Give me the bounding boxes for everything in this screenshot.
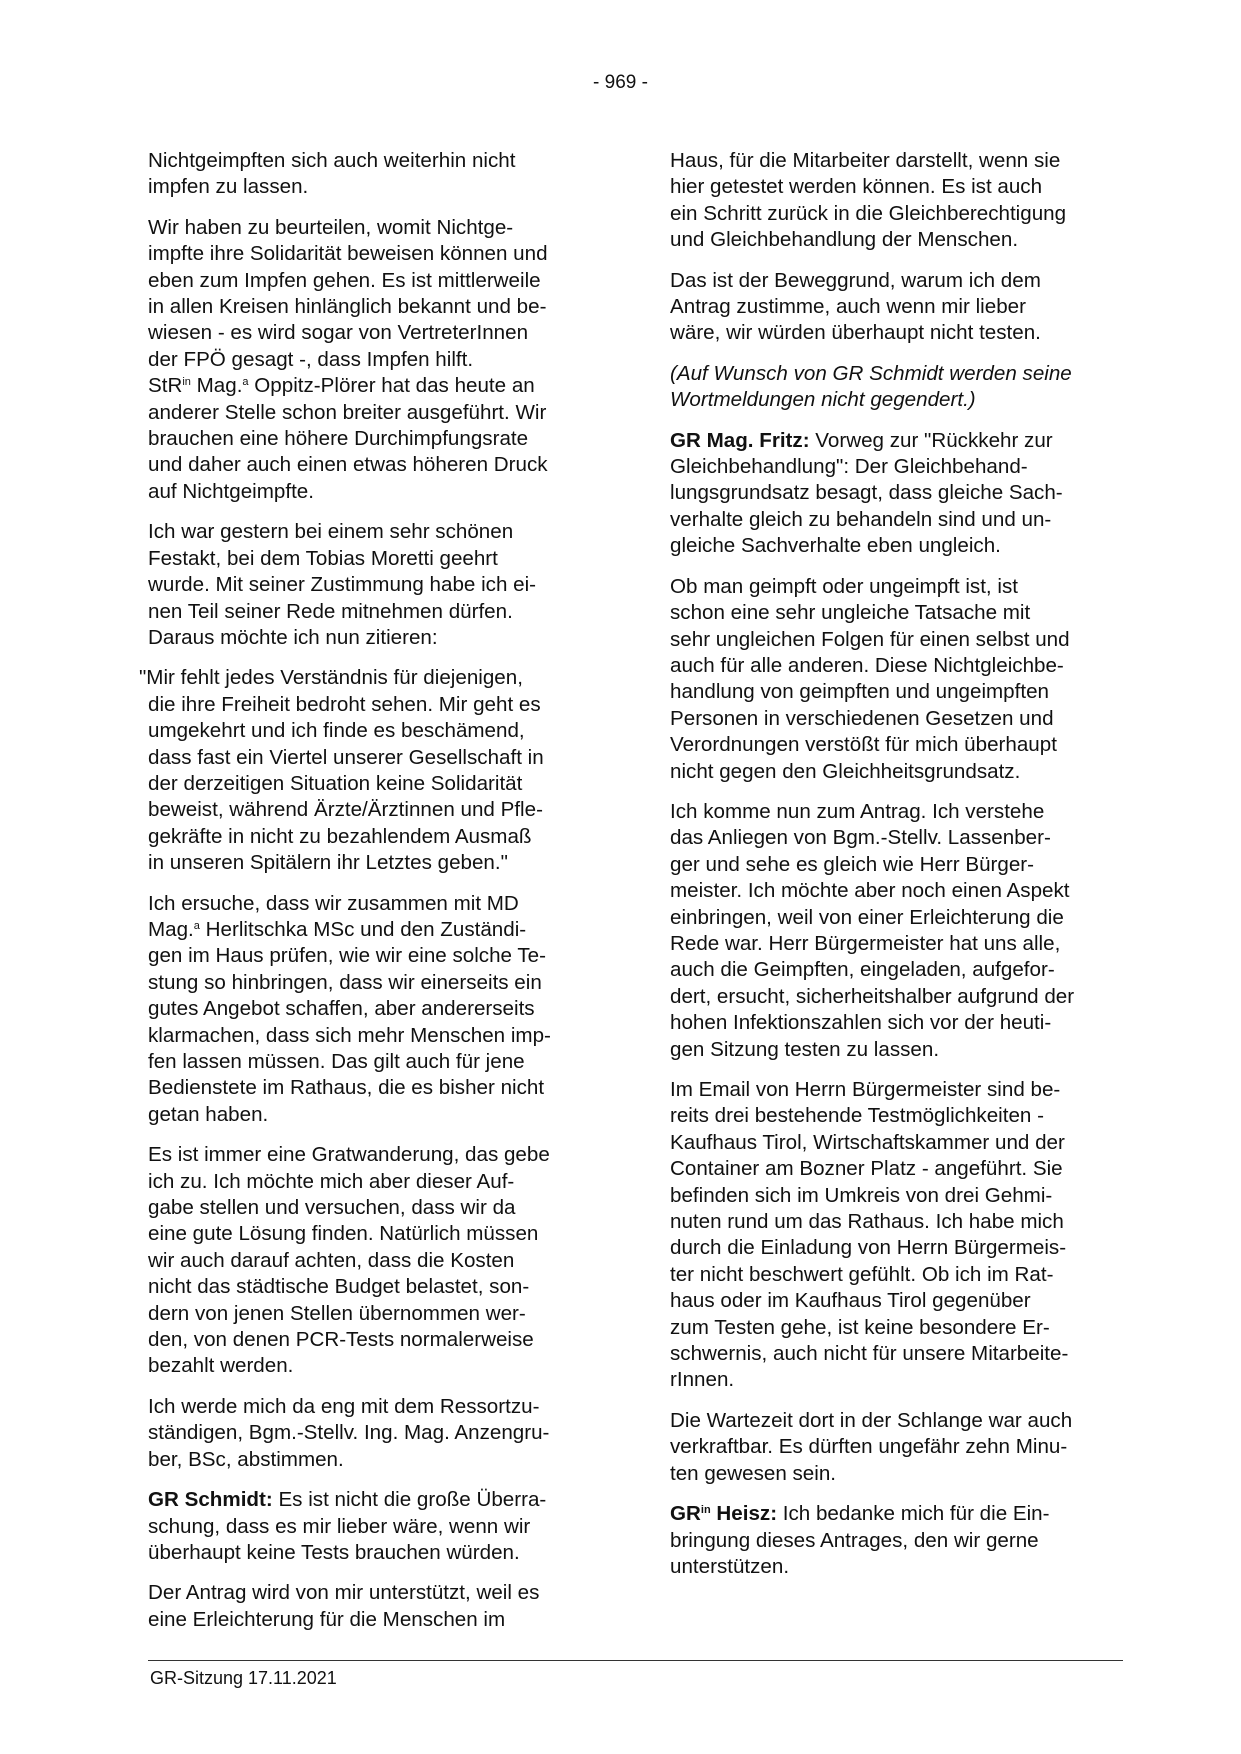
speaker-paragraph: GR Mag. Fritz: Vorweg zur "Rückkehr zur Gleichbehandlung": Der Gleichbehand- lungsgrundsatz besagt, dass gleiche Sach- verhalte gleich zu behandeln sind und un- gleiche Sachverhalte eben ungleich. xyxy=(670,428,1063,558)
speaker-name: GR Mag. Fritz: xyxy=(670,428,810,452)
paragraph: Ich war gestern bei einem sehr schönen Festakt, bei dem Tobias Moretti geehrt wurde. Mit seiner Zustimmung habe ich ei- nen Teil seiner Rede mitnehmen dürfen. Daraus möchte ich nun zitieren: xyxy=(148,520,537,649)
editorial-note: (Auf Wunsch von GR Schmidt werden seine Wortmeldungen nicht gegendert.) xyxy=(670,361,1072,412)
paragraph: Es ist immer eine Gratwanderung, das gebe ich zu. Ich möchte mich aber dieser Auf- gabe stellen und versuchen, dass wir da eine gute Lösung finden. Natürlich müssen wir auch darauf achten, dass die Kosten nicht das städtische Budget belastet, son- dern von jenen Stellen übernommen wer- den, von denen PCR-Tests normalerweise bezahlt werden. xyxy=(148,1143,550,1378)
paragraph: Ich ersuche, dass wir zusammen mit MD Mag.$^a$ Herlitschka MSc und den Zuständi- gen im Haus prüfen, wie wir eine solche Te- stung so hinbringen, dass wir einerseits ein gutes Angebot schaffen, aber andererseits klarmachen, dass sich mehr Menschen imp- fen lassen müssen. Das gilt auch für jene Bedienstete im Rathaus, die es bisher nicht getan haben. xyxy=(148,891,551,1126)
left-column xyxy=(139,148,603,1647)
footer-divider xyxy=(148,1660,1123,1661)
quotation: "Mir fehlt jedes Verständnis für diejenigen, die ihre Freiheit bedroht sehen. Mir geht es umgekehrt und ich finde es beschämend, dass fast ein Viertel unserer Gesellschaft in der derzeitigen Situation keine Solidarität beweist, während Ärzte/Ärztinnen und Pfle- gekräfte in nicht zu bezahlendem Ausmaß in unseren Spitälern ihr Letztes geben." xyxy=(139,666,544,875)
paragraph: Wir haben zu beurteilen, womit Nichtge- impfte ihre Solidarität beweisen können und eben zum Impfen gehen. Es ist mittlerweile in allen Kreisen hinlänglich bekannt und be- wiesen - es wird sogar von VertreterInnen der FPÖ gesagt -, dass Impfen hilft. StR$^{in}$ Mag.$^a$ Oppitz-Plörer hat das heute an anderer Stelle schon breiter ausgeführt. Wir brauchen eine höhere Durchimpfungsrate und daher auch einen etwas höheren Druck auf Nichtgeimpfte. xyxy=(148,215,548,503)
paragraph: Nichtgeimpften sich auch weiterhin nicht impfen zu lassen. xyxy=(148,149,516,199)
paragraph: Der Antrag wird von mir unterstützt, weil es eine Erleichterung für die Menschen im xyxy=(148,1581,540,1631)
page-number: - 969 - xyxy=(593,72,648,93)
paragraph: Ich werde mich da eng mit dem Ressortzu- ständigen, Bgm.-Stellv. Ing. Mag. Anzengru- ber, BSc, abstimmen. xyxy=(148,1394,550,1471)
speaker-name: $GR^{in}$ Heisz: xyxy=(670,1502,778,1526)
paragraph: Im Email von Herrn Bürgermeister sind be- reits drei bestehende Testmöglichkeiten - Kaufhaus Tirol, Wirtschaftskammer und der Container am Bozner Platz - angeführt. Sie befinden sich im Umkreis von drei Gehmi- nuten rund um das Rathaus. Ich habe mich durch die Einladung von Herrn Bürgermeis- ter nicht beschwert gefühlt. Ob ich im Rat- haus oder im Kaufhaus Tirol gegenüber zum Testen gehe, ist keine besondere Er- schwernis, auch nicht für unsere Mitarbeite- rInnen. xyxy=(670,1078,1069,1392)
right-column xyxy=(670,148,1125,1594)
paragraph: Die Wartezeit dort in der Schlange war auch verkraftbar. Es dürften ungefähr zehn Minu- ten gewesen sein. xyxy=(670,1408,1073,1485)
footer-session-date: GR-Sitzung 17.11.2021 xyxy=(150,1668,337,1688)
paragraph: Ob man geimpft oder ungeimpft ist, ist schon eine sehr ungleiche Tatsache mit sehr ungleichen Folgen für einen selbst und auch für alle anderen. Diese Nichtgleichbe- handlung von geimpften und ungeimpften Personen in verschiedenen Gesetzen und Verordnungen verstößt für mich überhaupt nicht gegen den Gleichheitsgrundsatz. xyxy=(670,574,1070,783)
speaker-paragraph: GR Schmidt: Es ist nicht die große Überra- schung, dass es mir lieber wäre, wenn wir überhaupt keine Tests brauchen würden. xyxy=(148,1488,547,1564)
paragraph: Ich komme nun zum Antrag. Ich verstehe das Anliegen von Bgm.-Stellv. Lassenber- ger und sehe es gleich wie Herr Bürger- meister. Ich möchte aber noch einen Aspekt einbringen, weil von einer Erleichterung die Rede war. Herr Bürgermeister hat uns alle, auch die Geimpften, eingeladen, aufgefor- dert, ersucht, sicherheitshalber aufgrund der hohen Infektionszahlen sich vor der heuti- gen Sitzung testen zu lassen. xyxy=(670,799,1075,1061)
paragraph: Haus, für die Mitarbeiter darstellt, wenn sie hier getestet werden können. Es ist auch ein Schritt zurück in die Gleichberechtigung und Gleichbehandlung der Menschen. xyxy=(670,149,1067,252)
speaker-paragraph: $GR^{in}$ Heisz: Ich bedanke mich für die Ein- bringung dieses Antrages, den wir gerne unterstützen. xyxy=(670,1502,1050,1578)
speaker-name: GR Schmidt: xyxy=(148,1488,273,1512)
paragraph: Das ist der Beweggrund, warum ich dem Antrag zustimme, auch wenn mir lieber wäre, wir würden überhaupt nicht testen. xyxy=(670,268,1041,345)
